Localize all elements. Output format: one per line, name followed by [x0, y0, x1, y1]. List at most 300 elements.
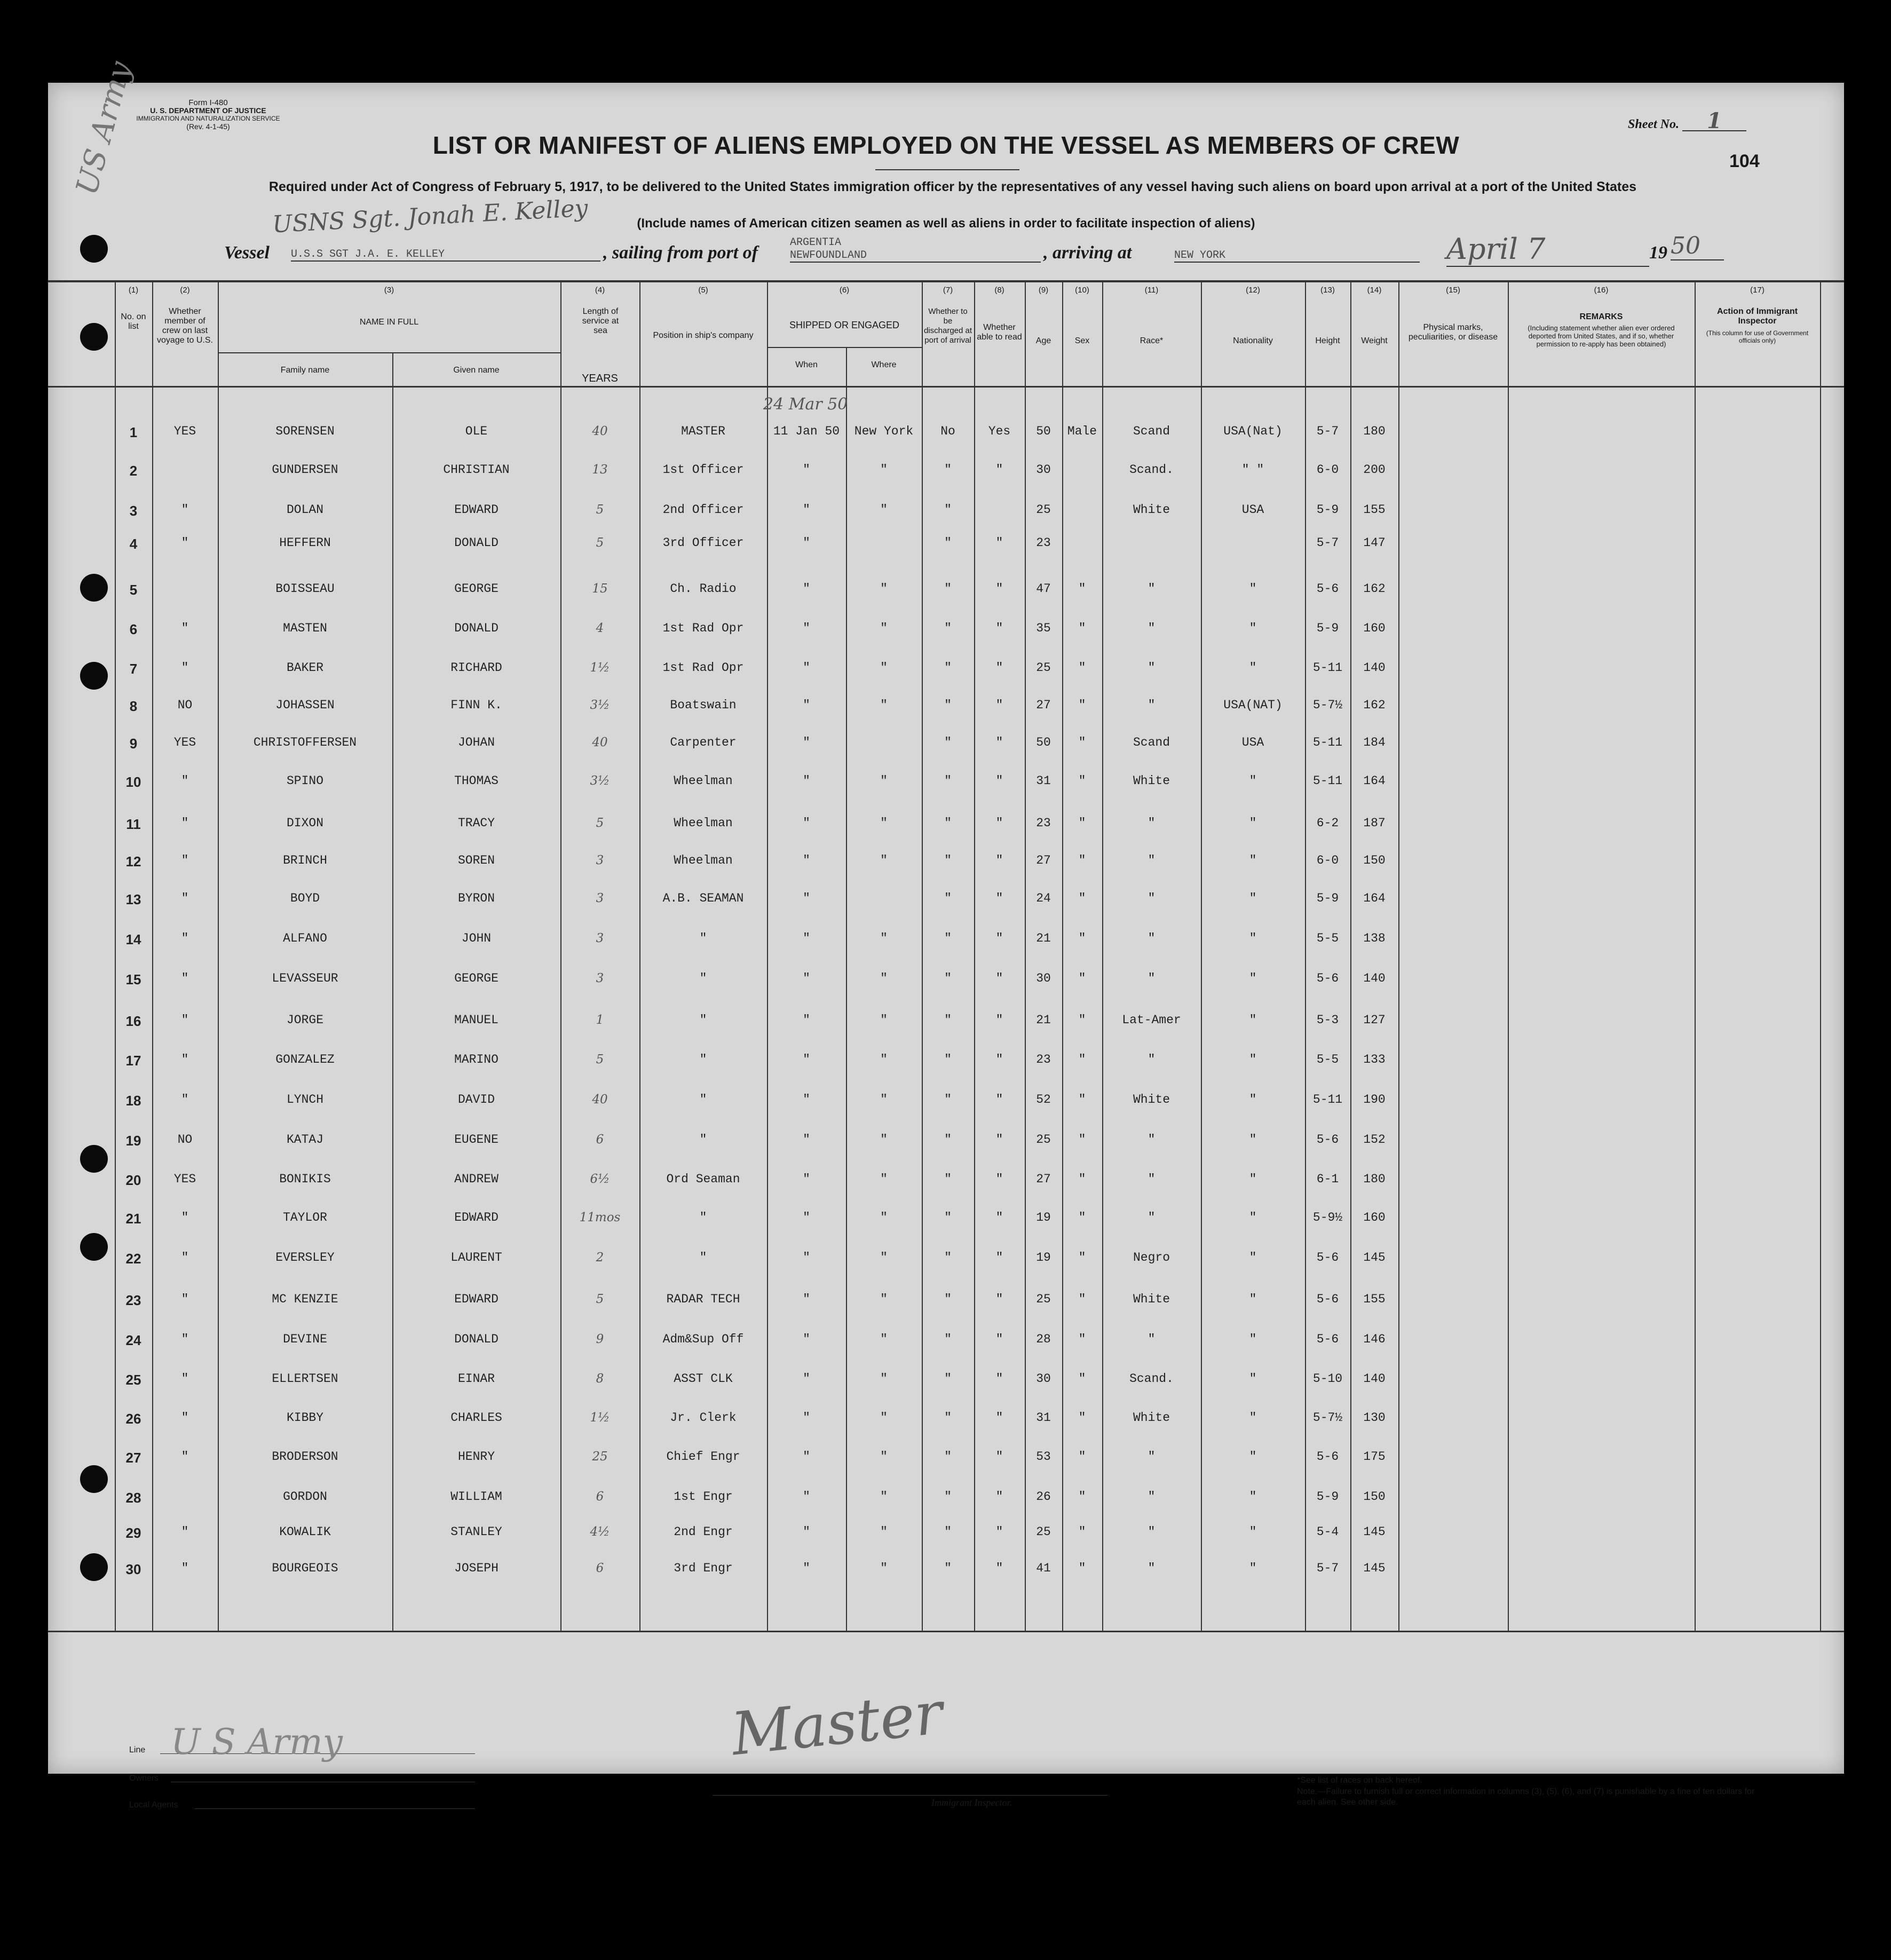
able-to-read-cell: ": [995, 1013, 1003, 1027]
service-years-cell: 4½: [590, 1525, 610, 1539]
able-to-read-cell: ": [995, 971, 1003, 985]
age-cell: 50: [1036, 736, 1051, 749]
nationality-cell: ": [1249, 891, 1257, 905]
prev-voyage-cell: ": [181, 931, 189, 945]
prev-voyage-cell: ": [181, 1053, 189, 1066]
race-cell: ": [1148, 971, 1156, 985]
shipped-where-cell: ": [880, 1133, 888, 1147]
row-number: 12: [125, 853, 141, 870]
table-row: [48, 698, 1844, 725]
race-cell: ": [1148, 1561, 1156, 1575]
family-name-cell: MC KENZIE: [272, 1292, 338, 1306]
discharge-cell: ": [944, 1053, 952, 1066]
height-cell: 5-3: [1316, 1013, 1339, 1027]
given-name-cell: FINN K.: [450, 698, 502, 712]
service-years-cell: 1½: [590, 661, 610, 675]
row-number: 23: [125, 1292, 141, 1308]
nationality-cell: ": [1249, 1292, 1257, 1306]
shipped-when-cell: ": [803, 1450, 810, 1464]
age-cell: 19: [1036, 1251, 1051, 1264]
position-cell: Ch. Radio: [670, 582, 737, 596]
discharge-cell: ": [944, 1133, 952, 1147]
prev-voyage-cell: ": [181, 621, 189, 635]
col-family-name-header: Family name: [280, 366, 330, 375]
height-cell: 5-11: [1312, 774, 1343, 788]
shipped-where-cell: ": [880, 1211, 888, 1224]
family-name-cell: KIBBY: [286, 1411, 323, 1425]
position-cell: 2nd Engr: [674, 1525, 733, 1539]
prev-voyage-cell: ": [181, 1332, 189, 1346]
given-name-cell: WILLIAM: [450, 1490, 502, 1504]
prev-voyage-cell: ": [181, 1372, 189, 1386]
service-years-cell: 3: [596, 971, 604, 985]
weight-cell: 150: [1363, 853, 1386, 867]
height-cell: 5-6: [1316, 1450, 1339, 1464]
family-name-cell: GONZALEZ: [275, 1053, 335, 1066]
nationality-cell: ": [1249, 1490, 1257, 1504]
margin-note: US Army: [69, 58, 138, 199]
prev-voyage-cell: ": [181, 661, 189, 675]
able-to-read-cell: ": [995, 736, 1003, 749]
row-number: 14: [125, 931, 141, 947]
shipped-when-cell: ": [803, 1525, 810, 1539]
sex-cell: ": [1078, 853, 1086, 867]
prev-voyage-cell: ": [181, 1093, 189, 1107]
given-name-cell: CHARLES: [450, 1411, 502, 1425]
col-name-header: NAME IN FULL: [359, 318, 419, 327]
position-cell: Chief Engr: [666, 1450, 740, 1464]
family-name-cell: GUNDERSEN: [272, 463, 338, 477]
row-number: 5: [129, 582, 138, 598]
row-number: 16: [125, 1013, 141, 1029]
position-cell: Wheelman: [674, 816, 733, 830]
race-cell: White: [1133, 1411, 1170, 1425]
shipped-where-cell: ": [880, 1411, 888, 1425]
family-name-cell: MASTEN: [283, 621, 327, 635]
nationality-cell: USA(Nat): [1223, 424, 1283, 438]
sex-cell: ": [1078, 736, 1086, 749]
given-name-cell: DAVID: [457, 1093, 495, 1107]
able-to-read-cell: ": [995, 1561, 1003, 1575]
given-name-cell: GEORGE: [454, 971, 499, 985]
nationality-cell: ": [1249, 774, 1257, 788]
able-to-read-cell: ": [995, 661, 1003, 675]
weight-cell: 190: [1363, 1093, 1386, 1107]
col-sex-header: Sex: [1074, 336, 1090, 345]
sex-cell: ": [1078, 1172, 1086, 1186]
weight-cell: 160: [1363, 621, 1386, 635]
vessel-typed-name: U.S.S SGT J.A. E. KELLEY: [291, 248, 600, 262]
given-name-cell: JOHN: [461, 931, 492, 945]
given-name-cell: DONALD: [454, 536, 499, 550]
age-cell: 25: [1036, 1525, 1051, 1539]
able-to-read-cell: ": [995, 1211, 1003, 1224]
row-number: 9: [129, 736, 138, 752]
height-cell: 5-9: [1316, 891, 1339, 905]
service-years-cell: 3: [596, 853, 604, 867]
able-to-read-cell: ": [995, 774, 1003, 788]
family-name-cell: BOISSEAU: [275, 582, 335, 596]
position-cell: 3rd Engr: [674, 1561, 733, 1575]
col-shipped-when-header: When: [795, 360, 818, 369]
nationality-cell: ": [1249, 816, 1257, 830]
sex-cell: ": [1078, 1411, 1086, 1425]
discharge-cell: ": [944, 661, 952, 675]
service-years-cell: 11mos: [579, 1211, 621, 1224]
col-nationality-header: Nationality: [1233, 336, 1273, 345]
able-to-read-cell: ": [995, 1172, 1003, 1186]
race-cell: ": [1148, 816, 1156, 830]
given-name-cell: DONALD: [454, 621, 499, 635]
height-cell: 6-2: [1316, 816, 1339, 830]
shipped-when-cell: ": [803, 582, 810, 596]
race-cell: Scand.: [1129, 463, 1174, 477]
height-cell: 5-11: [1312, 661, 1343, 675]
nationality-cell: USA(NAT): [1223, 698, 1283, 712]
arriving-port: NEW YORK: [1174, 249, 1420, 263]
given-name-cell: RICHARD: [450, 661, 502, 675]
prev-voyage-cell: NO: [177, 1133, 193, 1147]
shipped-when-cell: ": [803, 1292, 810, 1306]
shipped-where-cell: ": [880, 971, 888, 985]
prev-voyage-cell: ": [181, 774, 189, 788]
header-bottom-border: [48, 386, 1844, 388]
height-cell: 5-6: [1316, 1251, 1339, 1264]
punch-hole: [80, 235, 108, 263]
shipped-when-cell: ": [803, 1093, 810, 1107]
arriving-label: , arriving at: [1043, 243, 1132, 263]
shipped-where-cell: ": [880, 1372, 888, 1386]
age-cell: 26: [1036, 1490, 1051, 1504]
race-cell: ": [1148, 698, 1156, 712]
sex-cell: ": [1078, 1292, 1086, 1306]
height-cell: 5-6: [1316, 971, 1339, 985]
service-years-cell: 40: [592, 424, 608, 438]
prev-voyage-cell: ": [181, 1561, 189, 1575]
height-cell: 5-7: [1316, 1561, 1339, 1575]
height-cell: 5-9: [1316, 503, 1339, 517]
able-to-read-cell: ": [995, 582, 1003, 596]
able-to-read-cell: ": [995, 891, 1003, 905]
service-years-cell: 13: [592, 463, 608, 477]
discharge-cell: ": [944, 698, 952, 712]
table-row: [48, 1332, 1844, 1359]
row-number: 11: [126, 816, 141, 832]
age-cell: 41: [1036, 1561, 1051, 1575]
table-row: [48, 1450, 1844, 1476]
nationality-cell: ": [1249, 1211, 1257, 1224]
col-given-name-header: Given name: [453, 366, 500, 375]
page-number: 104: [1729, 151, 1760, 171]
sex-cell: ": [1078, 1332, 1086, 1346]
shipped-when-cell: ": [803, 1172, 810, 1186]
row-number: 3: [129, 503, 138, 519]
able-to-read-cell: Yes: [988, 424, 1011, 438]
discharge-cell: ": [944, 1251, 952, 1264]
form-id-block: [107, 99, 310, 131]
shipped-when-cell: ": [803, 463, 810, 477]
family-name-cell: TAYLOR: [283, 1211, 327, 1224]
nationality-cell: ": [1249, 1332, 1257, 1346]
race-cell: ": [1148, 621, 1156, 635]
prev-voyage-cell: ": [181, 1013, 189, 1027]
age-cell: 24: [1036, 891, 1051, 905]
table-row: [48, 661, 1844, 687]
family-name-cell: BOURGEOIS: [272, 1561, 338, 1575]
nationality-cell: ": [1249, 1251, 1257, 1264]
row-number: 6: [129, 621, 138, 637]
table-row: [48, 1053, 1844, 1079]
discharge-cell: ": [944, 971, 952, 985]
race-cell: ": [1148, 1332, 1156, 1346]
owners-label: Owners: [129, 1774, 159, 1783]
height-cell: 5-9½: [1312, 1211, 1343, 1224]
shipped-where-cell: New York: [854, 424, 914, 438]
shipped-when-cell: 11 Jan 50: [773, 424, 840, 438]
shipped-when-cell: ": [803, 1411, 810, 1425]
sex-cell: ": [1078, 971, 1086, 985]
age-cell: 27: [1036, 698, 1051, 712]
title-underline: [875, 169, 1019, 170]
table-top-border: [48, 280, 1844, 282]
able-to-read-cell: ": [995, 1372, 1003, 1386]
prev-voyage-cell: ": [181, 536, 189, 550]
name-subheader-line: [218, 352, 560, 353]
given-name-cell: BYRON: [457, 891, 495, 905]
able-to-read-cell: ": [995, 1332, 1003, 1346]
table-row: [48, 1490, 1844, 1516]
height-cell: 5-11: [1312, 1093, 1343, 1107]
table-row: [48, 503, 1844, 529]
table-row: [48, 774, 1844, 801]
discharge-cell: ": [944, 1093, 952, 1107]
position-cell: 1st Engr: [674, 1490, 733, 1504]
table-row: [48, 1251, 1844, 1277]
service-years-cell: 40: [592, 736, 608, 749]
manifest-sheet: Form I-480 U. S. DEPARTMENT OF JUSTICE IMMIGRATION AND NATURALIZATION SERVICE (Rev. 4-1-45) Sheet No. 1 104 LIST OR MANIFEST OF ALIENS EMPLOYED ON THE VESSEL AS MEMBERS OF CREW Required under Act of Congress of February 5, 1917, to be delivered to the United States immigration officer by the representatives of any vessel having such aliens on board upon arrival at a port of the United States (Include names of American citizen seamen as well as aliens in order to facilitate inspection of aliens) US Army USNS Sgt. Jonah E. Kelley Vessel U.S.S SGT J.A. E. KELLEY , sailing from port of ARGENTIA NEWFOUNDLAND , arriving at NEW YORK April 7 19 50 (1) (2) (3) (4) (5) (6) (7) (8) (9) (10) (11) (12) (13) (14) (15) (16) (17) No. on list Whether member of crew on last voyage to U.S. NAME IN FULL Family name Given name Length of service at sea YEARS Position in ship's company SHIPPED OR ENGAGED When Where Whether to be discharged at port of arrival Whether able to read Age Sex Race* Nationality Height Weight Physical marks, peculiarities, or disease REMARKS (Including statement whether alien ever ordered deported from United States, and if so, whether permission to re-apply has been obtained) Action of Immigrant Inspector (This column for use of Government officials only) 24 Mar 50 1 YES SORENSEN OLE 40 MASTER 11 Jan 50 New York No Yes 50 Male Scand USA(Nat) 5-7 180 2 GUNDERSEN CHRISTIAN 13 1st Officer " " " " 30 Scand. " " 6-0 200 3 " DOLAN EDWARD 5 2nd Officer " " " 25 White USA 5-9 155 4 " HEFFERN DONALD 5 3rd Officer " " " 23 5-7 147 5 BOISSEAU GEORGE 15 Ch. Radio " " " " 47 " " " 5-6 162 6 " MASTEN DONALD 4 1st Rad Opr " " " " 35 " " " 5-9 160 7 " BAKER RICHARD 1½ 1st Rad Opr " " " " 25 " " " 5-11 140 8 NO JOHASSEN FINN K. 3½ Boatswain " " " " 27 " " USA(NAT) 5-7½ 162 9 YES CHRISTOFFERSEN JOHAN 40 Carpenter " " " 50 " Scand USA 5-11 184 10 " SPINO THOMAS 3½ Wheelman " " " " 31 " White " 5-11 164 11 " DIXON TRACY 5 Wheelman " " " " 23 " " " 6-2 187 12 " BRINCH SOREN 3 Wheelman " " " " 27 " " " 6-0 150 13 " BOYD BYRON 3 A.B. SEAMAN " " " 24 " " " 5-9 164 14 " ALFANO JOHN 3 " " " " " 21 " " " 5-5 138 15 " LEVASSEUR GEORGE 3 " " " " " 30 " " " 5-6 140 16 " JORGE MANUEL 1 " " " " " 21 " Lat-Amer " 5-3 127 17 " GONZALEZ MARINO 5 " " " " " 23 " " " 5-5 133 18 " LYNCH DAVID 40 " " " " " 52 " White " 5-11 190 19 NO KATAJ EUGENE 6 " " " " " 25 " " " 5-6 152 20 YES BONIKIS ANDREW 6½ Ord Seaman " " " " 27 " " " 6-1 180 21 " TAYLOR EDWARD 11mos " " " " " 19 " " " 5-9½ 160 22 " EVERSLEY LAURENT 2 " " " " " 19 " Negro " 5-6 145 23 " MC KENZIE EDWARD 5 RADAR TECH " " " " 25 " White " 5-6 155 24 " DEVINE DONALD 9 Adm&Sup Off " " " " 28 " " " 5-6 146 25 " ELLERTSEN EINAR 8 ASST CLK " " " " 30 " Scand. " 5-10 140 26 " KIBBY CHARLES 1½ Jr. Clerk " " " " 31 " White " 5-7½ 130 27 " BRODERSON HENRY 25 Chief Engr " " " " 53 " " " 5-6 175 28 GORDON WILLIAM 6 1st Engr " " " " 26 " " " 5-9 150 29 " KOWALIK STANLEY 4½ 2nd Engr " " " " 25 " " " 5-4 145 30 " BOURGEOIS JOSEPH 6 3rd Engr " " " " 41 " " " 5-7 145 Line U S Army Owners Local Agents Master Immigrant Inspector. *See list of races on back hereof. Note.—Failure to furnish full or correct information in columns (3), (5), (6), and (7) is punishable by a fine of ten dollars for each alien. See other side.: [48, 83, 1844, 1774]
sex-cell: ": [1078, 1093, 1086, 1107]
height-cell: 5-6: [1316, 1133, 1339, 1147]
family-name-cell: LYNCH: [286, 1093, 323, 1107]
family-name-cell: BRINCH: [283, 853, 327, 867]
position-cell: ": [699, 1133, 707, 1147]
shipped-when-cell: ": [803, 1332, 810, 1346]
punch-hole: [80, 323, 108, 351]
family-name-cell: ELLERTSEN: [272, 1372, 338, 1386]
table-row: [48, 1172, 1844, 1199]
age-cell: 23: [1036, 536, 1051, 550]
age-cell: 27: [1036, 1172, 1051, 1186]
age-cell: 21: [1036, 931, 1051, 945]
shipped-where-cell: ": [880, 931, 888, 945]
discharge-cell: No: [940, 424, 955, 438]
service-years-cell: 4: [596, 621, 604, 635]
service-years-cell: 25: [592, 1450, 608, 1464]
sex-cell: Male: [1067, 424, 1097, 438]
sex-cell: ": [1078, 816, 1086, 830]
col-service-unit: YEARS: [582, 373, 618, 384]
weight-cell: 147: [1363, 536, 1386, 550]
height-cell: 5-9: [1316, 1490, 1339, 1504]
position-cell: ": [699, 971, 707, 985]
nationality-cell: ": [1249, 1525, 1257, 1539]
nationality-cell: ": [1249, 621, 1257, 635]
shipped-where-cell: ": [880, 1525, 888, 1539]
weight-cell: 138: [1363, 931, 1386, 945]
shipped-when-cell: ": [803, 816, 810, 830]
col-age-header: Age: [1035, 336, 1051, 345]
height-cell: 5-5: [1316, 931, 1339, 945]
race-cell: ": [1148, 1211, 1156, 1224]
col-action-note: (This column for use of Government officials only): [1706, 329, 1809, 344]
position-cell: ": [699, 931, 707, 945]
race-cell: Lat-Amer: [1122, 1013, 1181, 1027]
table-row: [48, 931, 1844, 958]
table-row: [48, 1561, 1844, 1588]
prev-voyage-cell: ": [181, 1251, 189, 1264]
prev-voyage-cell: YES: [173, 736, 196, 749]
race-cell: White: [1133, 1093, 1170, 1107]
shipped-when-cell: ": [803, 1053, 810, 1066]
shipped-when-cell: ": [803, 931, 810, 945]
given-name-cell: ANDREW: [454, 1172, 499, 1186]
service-years-cell: 6: [596, 1133, 604, 1147]
family-name-cell: EVERSLEY: [275, 1251, 335, 1264]
col-height-header: Height: [1315, 336, 1340, 345]
race-cell: White: [1133, 503, 1170, 517]
position-cell: Ord Seaman: [666, 1172, 740, 1186]
sex-cell: ": [1078, 1013, 1086, 1027]
shipped-when-cell: ": [803, 1372, 810, 1386]
height-cell: 5-7½: [1312, 698, 1343, 712]
sex-cell: ": [1078, 1525, 1086, 1539]
family-name-cell: BOYD: [290, 891, 320, 905]
prev-voyage-cell: ": [181, 891, 189, 905]
height-cell: 5-6: [1316, 1292, 1339, 1306]
row-number: 2: [129, 463, 138, 479]
row-number: 1: [129, 424, 138, 440]
given-name-cell: DONALD: [454, 1332, 499, 1346]
discharge-cell: ": [944, 1172, 952, 1186]
shipped-where-cell: ": [880, 774, 888, 788]
service-years-cell: 5: [596, 536, 604, 550]
family-name-cell: BRODERSON: [272, 1450, 338, 1464]
table-row: [48, 1211, 1844, 1237]
given-name-cell: THOMAS: [454, 774, 499, 788]
sex-cell: ": [1078, 1251, 1086, 1264]
position-cell: Jr. Clerk: [670, 1411, 737, 1425]
shipped-where-cell: ": [880, 1561, 888, 1575]
service-years-cell: 6½: [590, 1172, 610, 1186]
row-number: 20: [125, 1172, 141, 1188]
family-name-cell: ALFANO: [283, 931, 327, 945]
shipped-when-cell: ": [803, 661, 810, 675]
row-number: 7: [129, 661, 138, 677]
year-suffix: 50: [1671, 232, 1724, 260]
position-cell: ASST CLK: [674, 1372, 733, 1386]
row-number: 22: [125, 1251, 141, 1267]
family-name-cell: JOHASSEN: [275, 698, 335, 712]
given-name-cell: EUGENE: [454, 1133, 499, 1147]
table-row: [48, 1093, 1844, 1119]
weight-cell: 180: [1363, 424, 1386, 438]
race-cell: ": [1148, 931, 1156, 945]
weight-cell: 200: [1363, 463, 1386, 477]
shipped-when-cell: ": [803, 503, 810, 517]
col-shipped-where-header: Where: [871, 360, 897, 369]
weight-cell: 130: [1363, 1411, 1386, 1425]
prev-voyage-cell: ": [181, 853, 189, 867]
weight-cell: 133: [1363, 1053, 1386, 1066]
prev-voyage-cell: ": [181, 1292, 189, 1306]
family-name-cell: JORGE: [286, 1013, 323, 1027]
col-prev-voyage-header: Whether member of crew on last voyage to U.S.: [157, 307, 213, 345]
discharge-cell: ": [944, 853, 952, 867]
nationality-cell: USA: [1241, 736, 1264, 749]
weight-cell: 164: [1363, 891, 1386, 905]
age-cell: 25: [1036, 661, 1051, 675]
weight-cell: 187: [1363, 816, 1386, 830]
prev-voyage-cell: ": [181, 1450, 189, 1464]
age-cell: 28: [1036, 1332, 1051, 1346]
table-row: [48, 1411, 1844, 1437]
position-cell: 1st Rad Opr: [662, 621, 744, 635]
position-cell: Boatswain: [670, 698, 737, 712]
race-cell: White: [1133, 774, 1170, 788]
shipped-where-cell: ": [880, 503, 888, 517]
sex-cell: ": [1078, 891, 1086, 905]
shipped-when-cell: ": [803, 1211, 810, 1224]
sheet-label: Sheet No.: [1628, 117, 1679, 131]
position-cell: Adm&Sup Off: [662, 1332, 744, 1346]
given-name-cell: MARINO: [454, 1053, 499, 1066]
nationality-cell: ": [1249, 1561, 1257, 1575]
vessel-line: [224, 243, 270, 263]
service-years-cell: 5: [596, 816, 604, 830]
col-service-header: Length of service at sea: [582, 307, 619, 335]
age-cell: 27: [1036, 853, 1051, 867]
weight-cell: 160: [1363, 1211, 1386, 1224]
family-name-cell: DIXON: [286, 816, 323, 830]
race-cell: ": [1148, 1490, 1156, 1504]
given-name-cell: OLE: [465, 424, 488, 438]
family-name-cell: KATAJ: [286, 1133, 323, 1147]
weight-cell: 164: [1363, 774, 1386, 788]
able-to-read-cell: ": [995, 1133, 1003, 1147]
row-number: 27: [125, 1450, 141, 1466]
nationality-cell: ": [1249, 1411, 1257, 1425]
shipped-where-cell: ": [880, 661, 888, 675]
height-cell: 5-5: [1316, 1053, 1339, 1066]
row-number: 10: [125, 774, 141, 790]
age-cell: 53: [1036, 1450, 1051, 1464]
age-cell: 31: [1036, 774, 1051, 788]
shipped-when-cell: ": [803, 971, 810, 985]
position-cell: 1st Officer: [662, 463, 744, 477]
weight-cell: 180: [1363, 1172, 1386, 1186]
line-value: U S Army: [171, 1721, 343, 1763]
race-cell: White: [1133, 1292, 1170, 1306]
discharge-cell: ": [944, 1525, 952, 1539]
shipped-where-cell: ": [880, 621, 888, 635]
weight-cell: 140: [1363, 661, 1386, 675]
nationality-cell: ": [1249, 931, 1257, 945]
height-cell: 6-0: [1316, 853, 1339, 867]
service-years-cell: 3½: [590, 774, 610, 788]
position-cell: 2nd Officer: [662, 503, 744, 517]
height-cell: 5-6: [1316, 1332, 1339, 1346]
sex-cell: ": [1078, 582, 1086, 596]
